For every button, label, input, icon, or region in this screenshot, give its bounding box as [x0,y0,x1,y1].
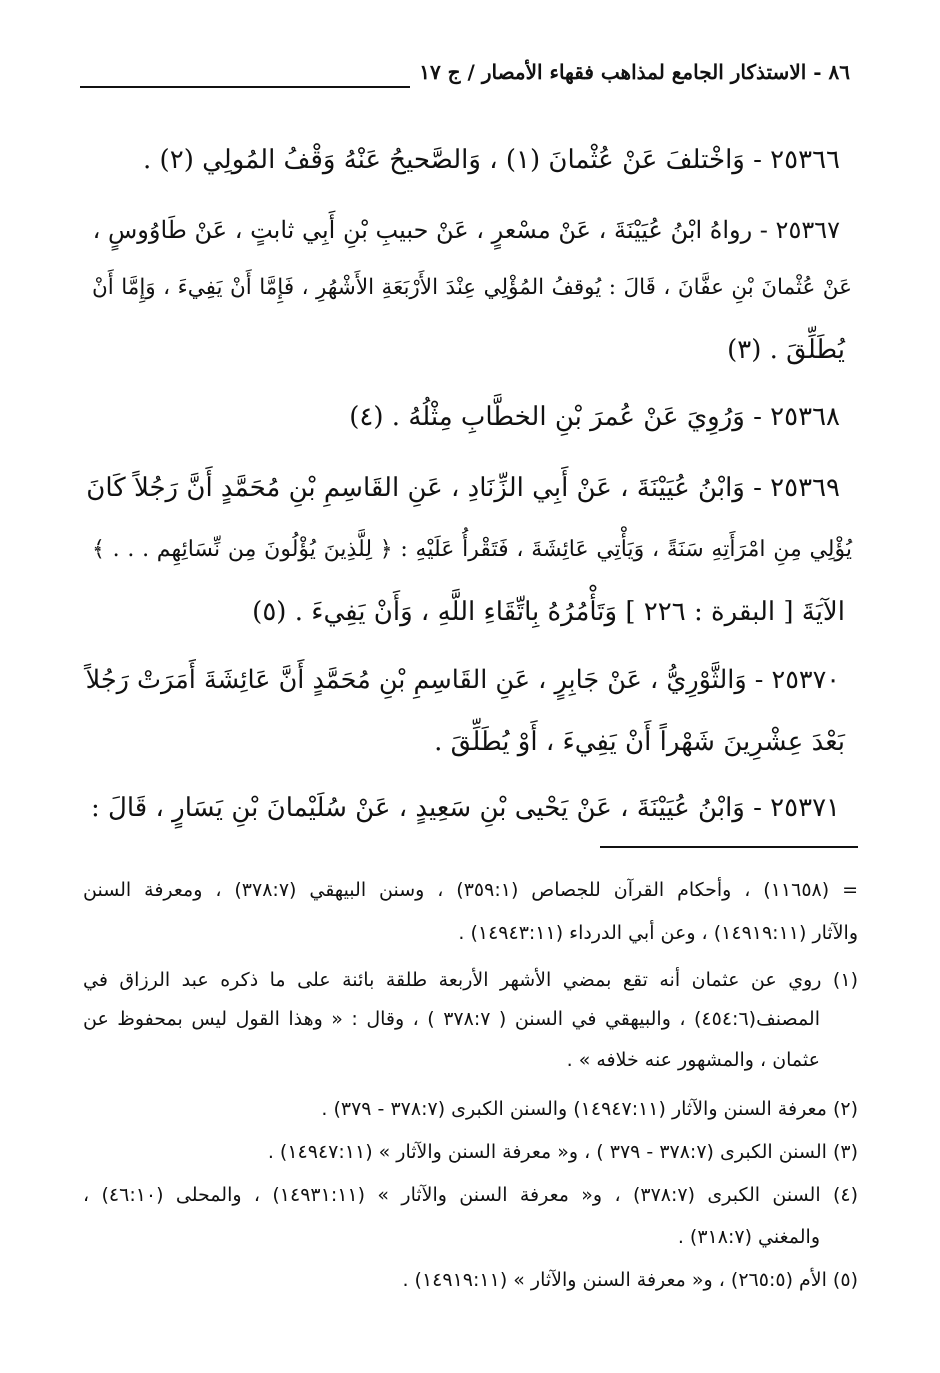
footnote-line: (٢) معرفة السنن والآثار (١٤٩٤٧:١١) والسنن الكبرى (٣٧٨:٧ - ٣٧٩) . [321,1098,858,1120]
footnote-line: (٤) السنن الكبرى (٣٧٨:٧) ، و« معرفة السنن والآثار » (١٤٩٣١:١١) ، والمحلى (٤٦:١٠) ، [83,1184,859,1206]
footnote-line: = (١١٦٥٨) ، وأحكام القرآن للجصاص (٣٥٩:١) ، وسنن البيهقي (٣٧٨:٧) ، ومعرفة السنن [83,879,859,901]
text-line: الآيَةَ [ البقرة : ٢٢٦ ] وَتَأْمُرُهُ بِاتِّقَاءِ اللَّهِ ، وَأَنْ يَفِيءَ . (٥) [252,597,845,627]
footnote-line: (٣) السنن الكبرى (٣٧٨:٧ - ٣٧٩ ) ، و« معرفة السنن والآثار » (١٤٩٤٧:١١) . [267,1141,858,1163]
text-line: بَعْدَ عِشْرِينَ شَهْراً أَنْ يَفِيءَ ، أَوْ يُطَلِّقَ . [434,727,845,757]
text-line: ٢٥٣٦٩ - وَابْنُ عُيَيْنَةَ ، عَنْ أَبِي الزِّنَادِ ، عَنِ القَاسِمِ بْنِ مُحَمَّدٍ أَنَّ رَجُلاً كَانَ [86,473,840,503]
page-header [80,60,850,100]
footnote-line: والآثار (١٤٩١٩:١١) ، وعن أبي الدرداء (١٤٩٤٣:١١) . [458,922,858,944]
footnote-line: (٥) الأم (٢٦٥:٥) ، و« معرفة السنن والآثار » (١٤٩١٩:١١) . [402,1269,858,1291]
text-line: ٢٥٣٧١ - وَابْنُ عُيَيْنَةَ ، عَنْ يَحْيى بْنِ سَعِيدٍ ، عَنْ سُلَيْمانَ بْنِ يَسَارٍ ، قَالَ : [90,793,840,823]
text-line: يُطَلِّقَ . (٣) [727,335,845,365]
footnote-line: والمغني (٣١٨:٧) . [677,1226,820,1248]
footnote-line: المصنف(٤٥٤:٦) ، والبيهقي في السنن ( ٣٧٨:٧ ) ، وقال : « وهذا القول ليس بمحفوظ عن [83,1008,820,1030]
footnote-line: (١) روي عن عثمان أنه تقع بمضي الأشهر الأربعة طلقة بائنة على ما ذكره عبد الرزاق في [83,969,858,991]
running-header: ٨٦ - الاستذكار الجامع لمذاهب فقهاء الأمصار / ج ١٧ [419,60,850,84]
text-line: ٢٥٣٦٦ - وَاخْتلفَ عَنْ عُثْمانَ (١) ، وَالصَّحيحُ عَنْهُ وَقْفُ المُولِي (٢) . [143,145,840,175]
text-line: ٢٥٣٧٠ - وَالثَّوْرِيُّ ، عَنْ جَابِرٍ ، عَنِ القَاسِمِ بْنِ مُحَمَّدٍ أَنَّ عَائِشَةَ أَمَرَتْ رَجُلاً [85,665,840,695]
footnote-separator [600,846,858,848]
footnote-line: عثمان ، والمشهور عنه خلافه » . [566,1049,820,1071]
text-line: عَنْ عُثْمانَ بْنِ عفَّانَ ، قَالَ : يُوقفُ المُؤْلِي عِنْدَ الأَرْبَعَةِ الأَشْهُرِ ، فَإِمَّا أَنْ يَفِيءَ ، وَإِمَّا أَنْ [92,275,852,300]
text-line: يُؤْلِي مِنِ امْرَأَتِهِ سَنَةً ، وَيَأْتِي عَائِشَةَ ، فَتَقْرأُ عَلَيْهِ : ﴿ لِلَّذِينَ يُؤْلُونَ مِن نِّسَائِهِم . . . ﴾ [92,537,852,562]
header-rule [80,86,410,88]
text-line: ٢٥٣٦٧ - رواهُ ابْنُ عُيَيْنَةَ ، عَنْ مسْعرٍ ، عَنْ حبيبِ بْنِ أَبِي ثابتٍ ، عَنْ طَاوُوسٍ ، [92,216,840,244]
text-line: ٢٥٣٦٨ - وَرُوِيَ عَنْ عُمرَ بْنِ الخطَّابِ مِثْلُهُ . (٤) [349,402,840,432]
